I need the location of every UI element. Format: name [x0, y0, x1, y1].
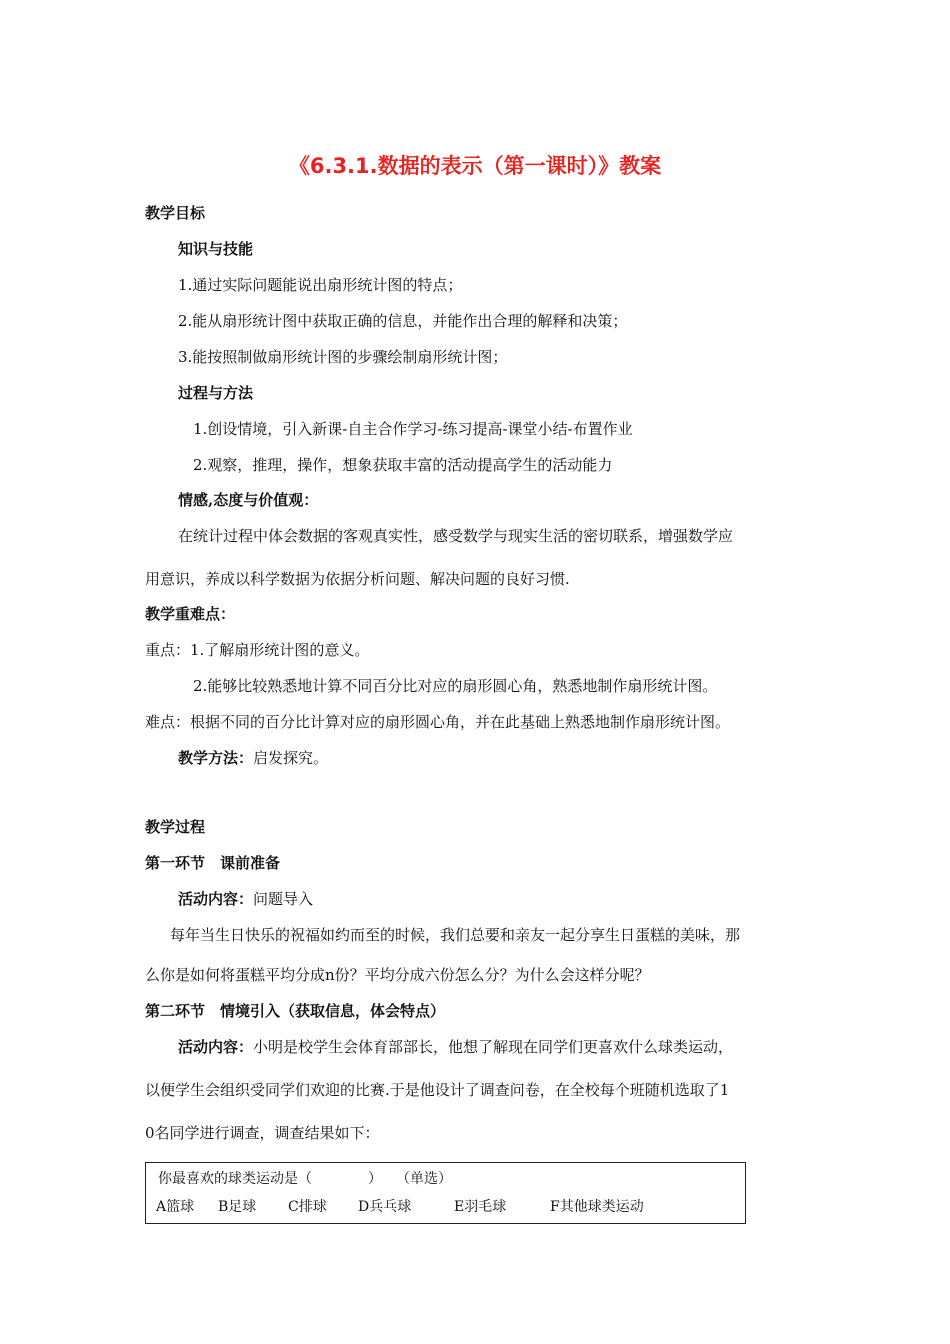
survey-option: F其他球类运动	[550, 1199, 644, 1215]
process-method-heading: 过程与方法	[178, 384, 254, 402]
attitude-text: 在统计过程中体会数据的客观真实性，感受数学与现实生活的密切联系，增强数学应	[178, 527, 734, 545]
section-2-text: 小明是校学生会体育部部长，他想了解现在同学们更喜欢什么球类运动，	[253, 1038, 734, 1056]
survey-question: 你最喜欢的球类运动是（ ） （单选）	[158, 1171, 452, 1187]
section-2-activity	[178, 1037, 733, 1057]
survey-option: C排球	[288, 1199, 327, 1215]
process-item: 2.观察，推理，操作，想象获取丰富的活动提高学生的活动能力	[193, 456, 613, 474]
document-title: 《6.3.1.数据的表示（第一课时）》教案	[288, 154, 662, 178]
survey-option: E羽毛球	[454, 1199, 507, 1215]
knowledge-item: 1.通过实际问题能说出扇形统计图的特点；	[178, 276, 463, 294]
knowledge-item: 3.能按照制做扇形统计图的步骤绘制扇形统计图；	[178, 348, 508, 366]
focus-point: 2.能够比较熟悉地计算不同百分比对应的扇形圆心角，熟悉地制作扇形统计图。	[193, 677, 718, 695]
attitude-text: 用意识，养成以科学数据为依据分析问题、解决问题的良好习惯.	[145, 570, 570, 588]
section-2-text: 0名同学进行调查，调查结果如下：	[145, 1124, 380, 1142]
activity-label: 活动内容：	[178, 890, 254, 908]
knowledge-item: 2.能从扇形统计图中获取正确的信息，并能作出合理的解释和决策；	[178, 312, 628, 330]
knowledge-skills-heading: 知识与技能	[178, 240, 254, 258]
section-1-text: 么你是如何将蛋糕平均分成n份？平均分成六份怎么分？为什么会这样分呢？	[145, 966, 650, 984]
focus-point: 重点：1.了解扇形统计图的意义。	[145, 641, 370, 659]
teaching-method-value: 启发探究。	[253, 749, 329, 767]
survey-question-box	[145, 1162, 746, 1224]
difficulty-point: 难点：根据不同的百分比计算对应的扇形圆心角，并在此基础上熟悉地制作扇形统计图。	[145, 713, 731, 731]
section-1-activity	[178, 889, 313, 909]
section-1-text: 每年当生日快乐的祝福如约而至的时候，我们总要和亲友一起分享生日蛋糕的美味，那	[170, 926, 741, 944]
teaching-process-heading: 教学过程	[145, 818, 206, 836]
survey-option: D兵乓球	[358, 1199, 412, 1215]
survey-option: A篮球	[156, 1199, 195, 1215]
teaching-method	[178, 748, 328, 768]
survey-options	[156, 1197, 644, 1217]
teaching-goals-heading: 教学目标	[145, 204, 206, 222]
process-item: 1.创设情境，引入新课-自主合作学习-练习提高-课堂小结-布置作业	[193, 420, 633, 438]
section-2-text: 以便学生会组织受同学们欢迎的比赛.于是他设计了调查问卷，在全校每个班随机选取了1	[145, 1081, 730, 1099]
activity-label: 活动内容：	[178, 1038, 254, 1056]
key-points-heading: 教学重难点：	[145, 605, 236, 623]
section-2-title: 第二环节 情境引入（获取信息，体会特点）	[145, 1002, 446, 1020]
section-1-title: 第一环节 课前准备	[145, 854, 281, 872]
survey-option: B足球	[218, 1199, 257, 1215]
attitude-heading: 情感,态度与价值观：	[178, 491, 319, 509]
activity-value: 问题导入	[253, 890, 314, 908]
teaching-method-label: 教学方法：	[178, 749, 254, 767]
